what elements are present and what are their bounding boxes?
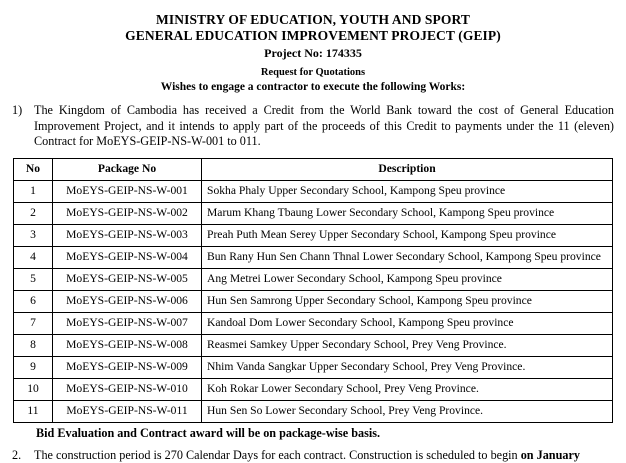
cell-package: MoEYS-GEIP-NS-W-003 <box>53 224 202 246</box>
cell-description: Preah Puth Mean Serey Upper Secondary School, Kampong Speu province <box>202 224 613 246</box>
paragraph-2-number: 2. <box>8 448 34 463</box>
paragraph-2-text <box>34 448 618 463</box>
cell-no: 10 <box>14 378 53 400</box>
cell-package: MoEYS-GEIP-NS-W-009 <box>53 356 202 378</box>
cell-package: MoEYS-GEIP-NS-W-006 <box>53 290 202 312</box>
cell-description: Reasmei Samkey Upper Secondary School, Prey Veng Province. <box>202 334 613 356</box>
table-row <box>14 356 613 378</box>
cell-package: MoEYS-GEIP-NS-W-004 <box>53 246 202 268</box>
cell-no: 11 <box>14 400 53 422</box>
request-for-quotations-title: Request for Quotations <box>0 66 626 80</box>
table-row <box>14 202 613 224</box>
cell-package: MoEYS-GEIP-NS-W-002 <box>53 202 202 224</box>
cell-no: 7 <box>14 312 53 334</box>
cell-description: Nhim Vanda Sangkar Upper Secondary School, Prey Veng Province. <box>202 356 613 378</box>
table-row <box>14 268 613 290</box>
paragraph-1-number: 1) <box>8 103 34 150</box>
table-row <box>14 400 613 422</box>
document-header <box>0 12 626 94</box>
table-header-package-no: Package No <box>53 158 202 180</box>
cell-no: 6 <box>14 290 53 312</box>
paragraph-1-text: The Kingdom of Cambodia has received a Credit from the World Bank toward the cost of General Education Improvement Project, and it intends to apply part of the proceeds of this Credit to payments under the 11 (eleven) Contract for MoEYS-GEIP-NS-W-001 to 011. <box>34 103 618 150</box>
paragraph-2-text-bold: on January <box>521 448 580 462</box>
table-header-row <box>14 158 613 180</box>
cell-package: MoEYS-GEIP-NS-W-007 <box>53 312 202 334</box>
cell-description: Marum Khang Tbaung Lower Secondary School, Kampong Speu province <box>202 202 613 224</box>
cell-description: Ang Metrei Lower Secondary School, Kampong Speu province <box>202 268 613 290</box>
project-number: Project No: 174335 <box>0 45 626 61</box>
cell-no: 4 <box>14 246 53 268</box>
paragraph-2-text-plain: The construction period is 270 Calendar Days for each contract. Construction is scheduled to begin <box>34 448 521 462</box>
document-page <box>0 12 626 420</box>
table-header-no: No <box>14 158 53 180</box>
cell-package: MoEYS-GEIP-NS-W-011 <box>53 400 202 422</box>
cell-no: 3 <box>14 224 53 246</box>
bid-evaluation-note: Bid Evaluation and Contract award will be on package-wise basis. <box>0 426 626 441</box>
table-row <box>14 246 613 268</box>
request-subtitle: Wishes to engage a contractor to execute the following Works: <box>0 80 626 94</box>
cell-package: MoEYS-GEIP-NS-W-005 <box>53 268 202 290</box>
cell-description: Hun Sen Samrong Upper Secondary School, Kampong Speu province <box>202 290 613 312</box>
paragraph-2 <box>0 448 626 463</box>
table-row <box>14 378 613 400</box>
cell-package: MoEYS-GEIP-NS-W-008 <box>53 334 202 356</box>
paragraph-1 <box>0 103 626 150</box>
cell-description: Bun Rany Hun Sen Chann Thnal Lower Secondary School, Kampong Speu province <box>202 246 613 268</box>
cell-package: MoEYS-GEIP-NS-W-001 <box>53 180 202 202</box>
cell-package: MoEYS-GEIP-NS-W-010 <box>53 378 202 400</box>
table-row <box>14 180 613 202</box>
cell-no: 8 <box>14 334 53 356</box>
project-title-line2: GENERAL EDUCATION IMPROVEMENT PROJECT (GEIP) <box>0 28 626 44</box>
package-table <box>13 158 613 423</box>
table-header-description: Description <box>202 158 613 180</box>
table-row <box>14 312 613 334</box>
cell-description: Koh Rokar Lower Secondary School, Prey Veng Province. <box>202 378 613 400</box>
table-row <box>14 290 613 312</box>
cell-description: Sokha Phaly Upper Secondary School, Kampong Speu province <box>202 180 613 202</box>
cell-no: 1 <box>14 180 53 202</box>
table-row <box>14 224 613 246</box>
cell-description: Kandoal Dom Lower Secondary School, Kampong Speu province <box>202 312 613 334</box>
table-row <box>14 334 613 356</box>
cell-description: Hun Sen So Lower Secondary School, Prey Veng Province. <box>202 400 613 422</box>
cell-no: 2 <box>14 202 53 224</box>
ministry-title-line1: MINISTRY OF EDUCATION, YOUTH AND SPORT <box>0 12 626 28</box>
cell-no: 5 <box>14 268 53 290</box>
cell-no: 9 <box>14 356 53 378</box>
